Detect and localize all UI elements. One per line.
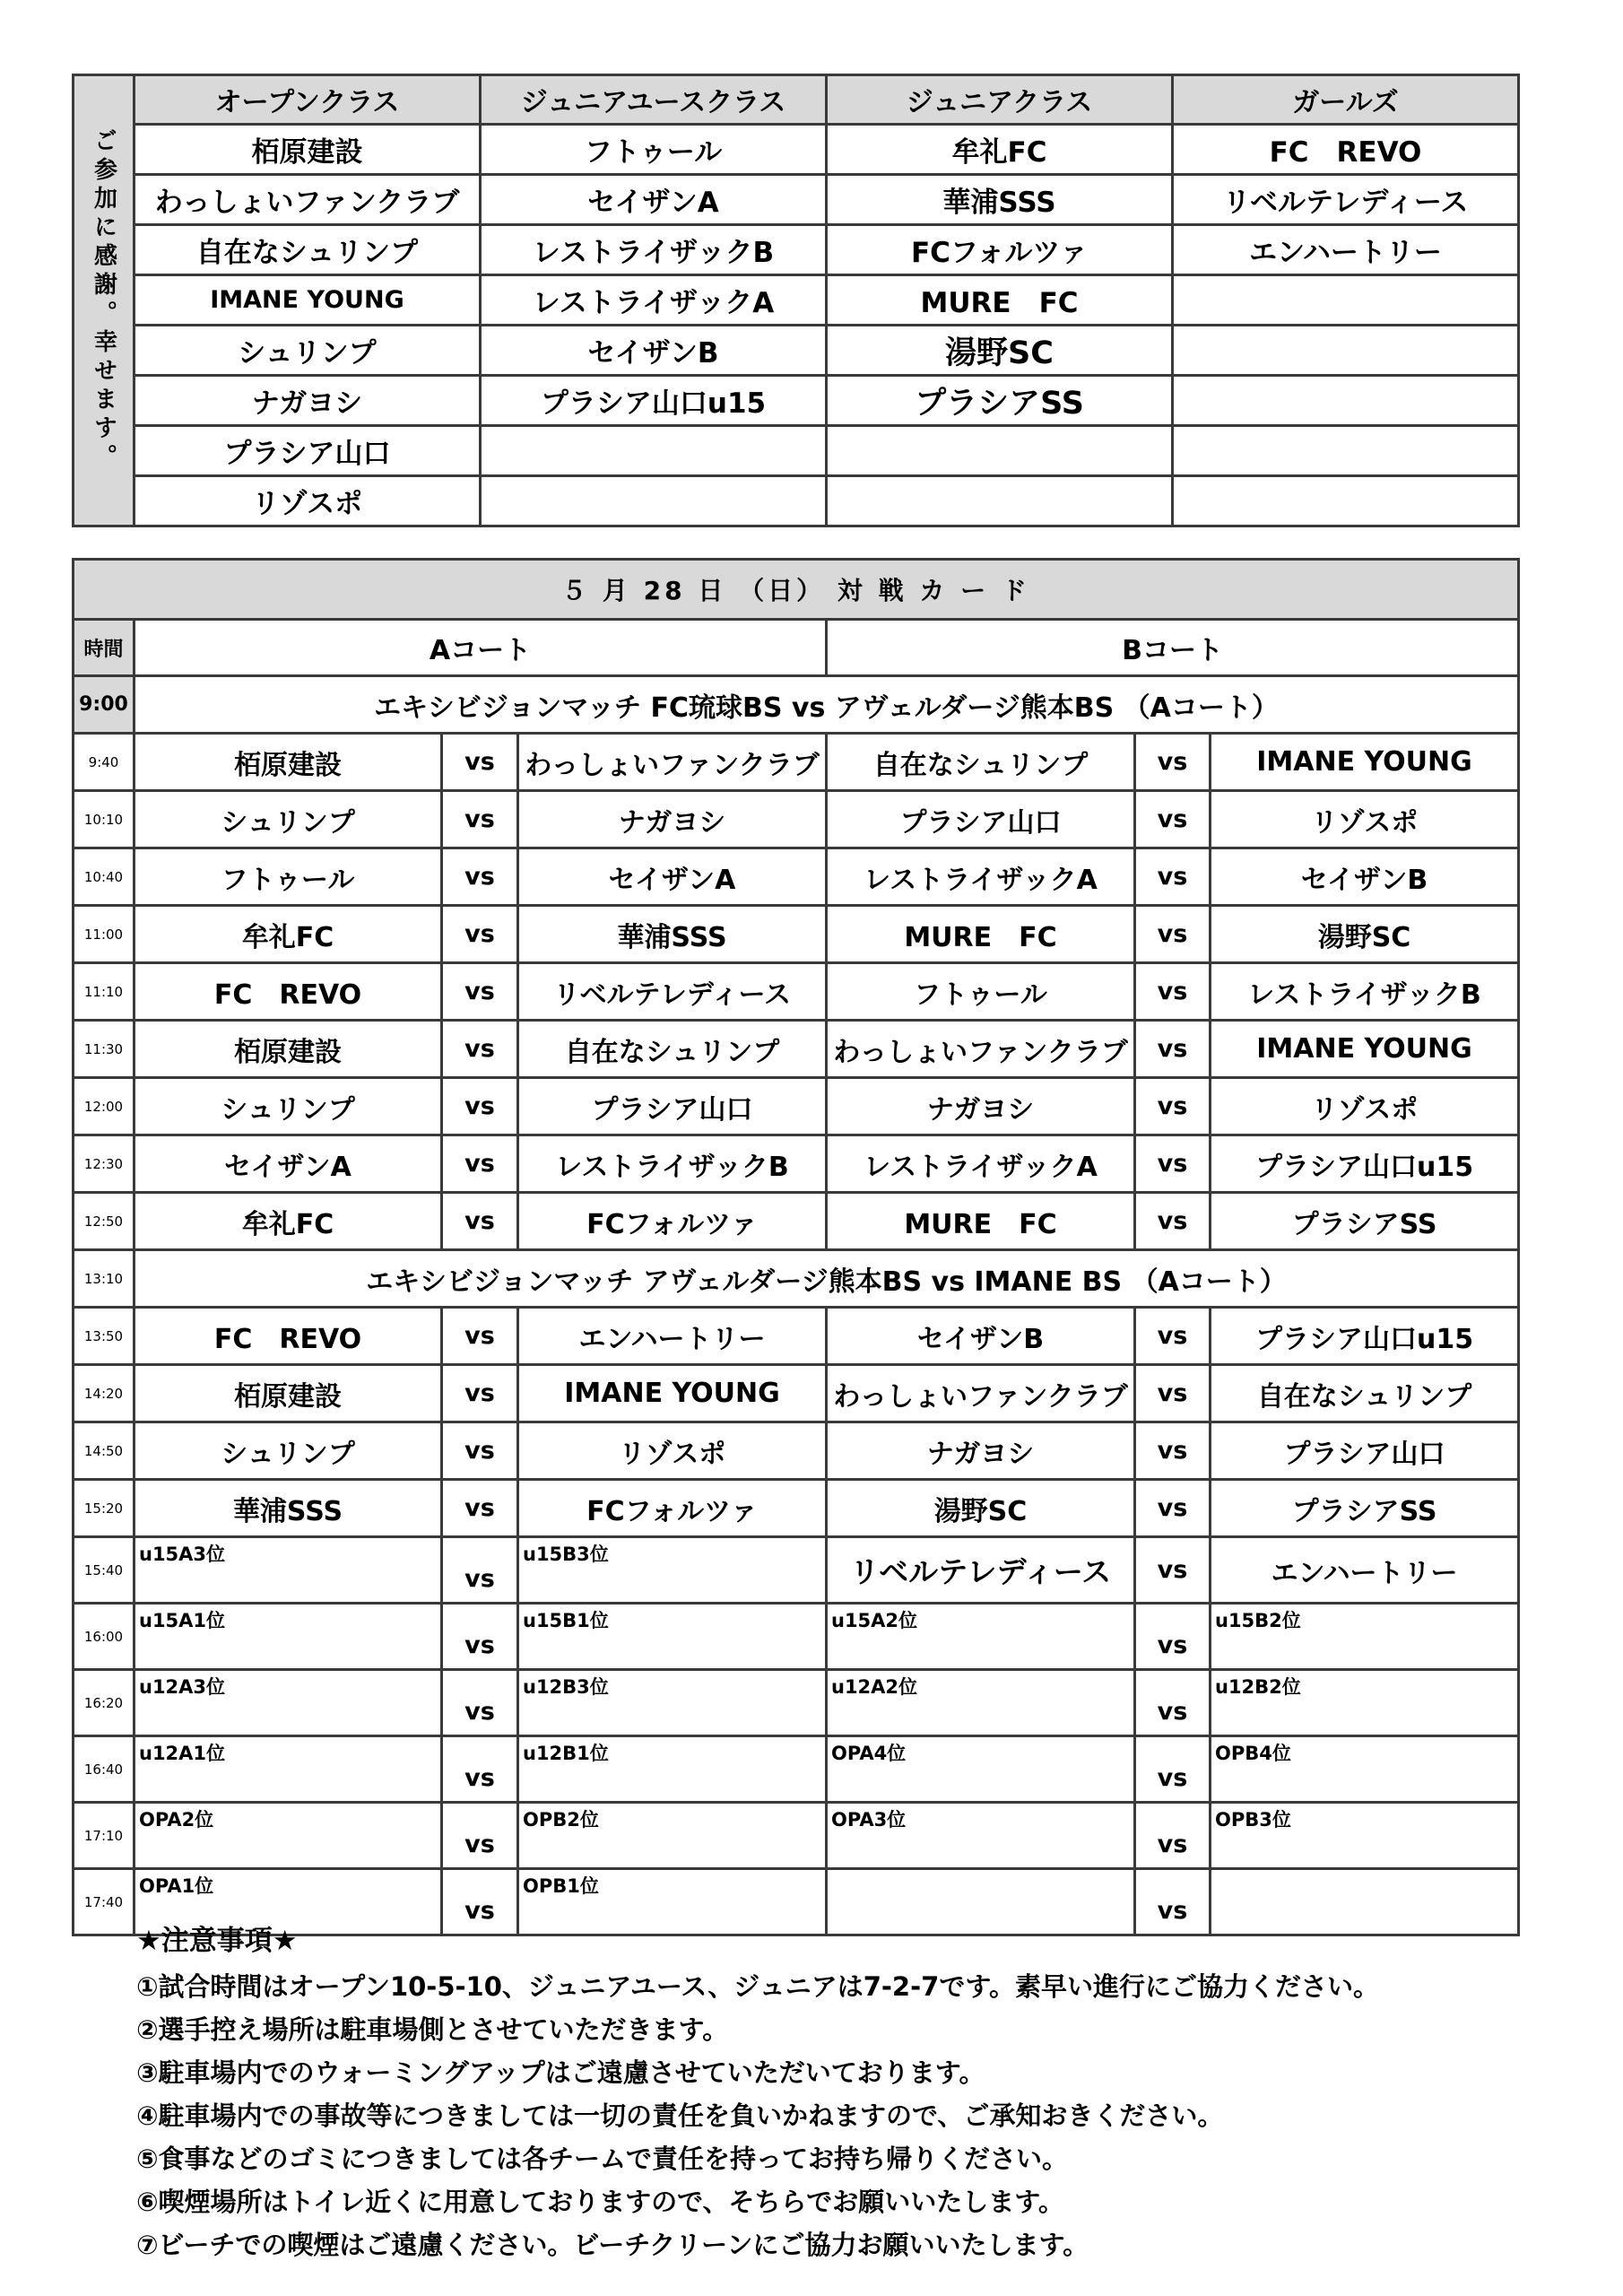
- court-a-team-1: u15A1位: [135, 1604, 442, 1670]
- vs-label: vs: [1135, 1803, 1211, 1869]
- time-header: 時間: [74, 620, 135, 676]
- vs-label: vs: [442, 734, 518, 791]
- vs-label: vs: [442, 1308, 518, 1365]
- notes-section: [136, 1918, 1553, 2266]
- team-row: [74, 326, 1519, 376]
- match-time: 12:50: [74, 1193, 135, 1250]
- header-junior-youth-class: ジュニアユースクラス: [481, 75, 827, 125]
- schedule-table: [72, 558, 1520, 1936]
- note-item: ⑤食事などのゴミにつきましては各チームで責任を持ってお持ち帰りください。: [136, 2144, 1068, 2174]
- team-row: [74, 175, 1519, 225]
- match-time: 10:10: [74, 791, 135, 848]
- court-a-team-1: u12A3位: [135, 1670, 442, 1736]
- notes-title: ★注意事項★: [136, 1925, 298, 1957]
- vs-label: vs: [442, 1078, 518, 1135]
- court-a-team-1: シュリンプ: [135, 1078, 442, 1135]
- court-b-team-2: プラシア山口u15: [1211, 1135, 1519, 1193]
- header-girls: ガールズ: [1173, 75, 1519, 125]
- vs-label: vs: [442, 1604, 518, 1670]
- notes-list: [136, 1965, 1553, 2266]
- team-cell: 栢原建設: [135, 125, 481, 175]
- court-a-team-2: IMANE YOUNG: [518, 1365, 827, 1422]
- placement-matches: [74, 1604, 1519, 1935]
- matches-group-1: [74, 734, 1519, 1250]
- match-row: [74, 1078, 1519, 1135]
- match-time: 17:40: [74, 1869, 135, 1935]
- court-a-team-2: セイザンA: [518, 848, 827, 906]
- match-row: [74, 1135, 1519, 1193]
- match-row: [74, 848, 1519, 906]
- court-a-team-1: FC REVO: [135, 963, 442, 1021]
- team-cell: リベルテレディース: [1173, 175, 1519, 225]
- court-b-team-2: IMANE YOUNG: [1211, 1021, 1519, 1078]
- vs-label: vs: [1135, 1869, 1211, 1935]
- placement-row: [74, 1604, 1519, 1670]
- schedule-title-row: [74, 560, 1519, 620]
- court-a-team-2: プラシア山口: [518, 1078, 827, 1135]
- court-b-team-2: 自在なシュリンプ: [1211, 1365, 1519, 1422]
- court-a-team-2: u15B3位: [518, 1537, 827, 1604]
- team-cell: プラシア山口u15: [481, 376, 827, 426]
- note-item: ③駐車場内でのウォーミングアップはご遠慮させていただいております。: [136, 2057, 985, 2088]
- court-a-team-2: OPB2位: [518, 1803, 827, 1869]
- match-time: 14:50: [74, 1422, 135, 1480]
- court-a-team-1: 華浦SSS: [135, 1480, 442, 1537]
- team-cell: FCフォルツァ: [827, 225, 1173, 275]
- team-cell: セイザンA: [481, 175, 827, 225]
- team-cell: MURE FC: [827, 275, 1173, 326]
- teams-table: [72, 74, 1520, 527]
- court-b-team-1: レストライザックA: [827, 848, 1135, 906]
- team-cell: わっしょいファンクラブ: [135, 175, 481, 225]
- team-cell: セイザンB: [481, 326, 827, 376]
- court-b-team-1: レストライザックA: [827, 1135, 1135, 1193]
- match-row: [74, 1480, 1519, 1537]
- match-time: 16:00: [74, 1604, 135, 1670]
- court-b-team-1: u15A2位: [827, 1604, 1135, 1670]
- court-b-team-1: u12A2位: [827, 1670, 1135, 1736]
- court-a-team-1: 牟礼FC: [135, 906, 442, 963]
- court-a-team-2: リゾスポ: [518, 1422, 827, 1480]
- court-a-team-1: OPA1位: [135, 1869, 442, 1935]
- vs-label: vs: [1135, 1604, 1211, 1670]
- match-row: [74, 1422, 1519, 1480]
- match-time: 10:40: [74, 848, 135, 906]
- placement-row: [74, 1670, 1519, 1736]
- court-header-row: [74, 620, 1519, 676]
- placement-row: [74, 1736, 1519, 1803]
- team-cell: プラシアSS: [827, 376, 1173, 426]
- team-row: [74, 125, 1519, 175]
- header-open-class: オープンクラス: [135, 75, 481, 125]
- team-cell: 華浦SSS: [827, 175, 1173, 225]
- exhibition-row: [74, 1250, 1519, 1308]
- vs-label: vs: [442, 1869, 518, 1935]
- court-a-team-1: シュリンプ: [135, 791, 442, 848]
- vs-label: vs: [1135, 1480, 1211, 1537]
- court-b-team-1: MURE FC: [827, 1193, 1135, 1250]
- teams-header-row: [74, 75, 1519, 125]
- matches-group-2: [74, 1308, 1519, 1537]
- team-cell: エンハートリー: [1173, 225, 1519, 275]
- court-a-team-2: u12B3位: [518, 1670, 827, 1736]
- vs-label: vs: [1135, 906, 1211, 963]
- match-time: 12:00: [74, 1078, 135, 1135]
- team-cell: [1173, 275, 1519, 326]
- vs-label: vs: [1135, 848, 1211, 906]
- court-a-team-1: フトゥール: [135, 848, 442, 906]
- team-cell: IMANE YOUNG: [135, 275, 481, 326]
- court-a-team-2: u12B1位: [518, 1736, 827, 1803]
- vs-label: vs: [1135, 1736, 1211, 1803]
- vs-label: vs: [442, 1021, 518, 1078]
- vs-label: vs: [1135, 1365, 1211, 1422]
- match-time: 9:40: [74, 734, 135, 791]
- court-a-header: Aコート: [135, 620, 827, 676]
- match-row: [74, 791, 1519, 848]
- match-time: 12:30: [74, 1135, 135, 1193]
- exhibition-row: [74, 676, 1519, 734]
- exhibition-text: エキシビジョンマッチ FC琉球BS vs アヴェルダージ熊本BS （Aコート）: [135, 676, 1519, 734]
- vs-label: vs: [1135, 1537, 1211, 1604]
- court-b-team-2: OPB3位: [1211, 1803, 1519, 1869]
- court-b-team-1: フトゥール: [827, 963, 1135, 1021]
- vs-label: vs: [442, 963, 518, 1021]
- team-cell: 牟礼FC: [827, 125, 1173, 175]
- exhibition-time: 9:00: [74, 676, 135, 734]
- court-b-team-2: プラシアSS: [1211, 1193, 1519, 1250]
- court-b-team-1: わっしょいファンクラブ: [827, 1021, 1135, 1078]
- team-cell: [827, 426, 1173, 476]
- exhibition-text: エキシビジョンマッチ アヴェルダージ熊本BS vs IMANE BS （Aコート）: [135, 1250, 1519, 1308]
- court-a-team-1: FC REVO: [135, 1308, 442, 1365]
- vs-label: vs: [442, 906, 518, 963]
- vs-label: vs: [442, 1803, 518, 1869]
- vs-label: vs: [1135, 1670, 1211, 1736]
- vs-label: vs: [1135, 1135, 1211, 1193]
- court-a-team-2: 自在なシュリンプ: [518, 1021, 827, 1078]
- team-cell: 自在なシュリンプ: [135, 225, 481, 275]
- court-a-team-1: OPA2位: [135, 1803, 442, 1869]
- vs-label: vs: [1135, 1193, 1211, 1250]
- court-a-team-2: エンハートリー: [518, 1308, 827, 1365]
- court-a-team-1: 栢原建設: [135, 734, 442, 791]
- match-time: 16:20: [74, 1670, 135, 1736]
- team-cell: フトゥール: [481, 125, 827, 175]
- match-row: [74, 1537, 1519, 1604]
- schedule-title: ５ 月 28 日 （日） 対 戦 カ ー ド: [74, 560, 1519, 620]
- team-cell: [481, 476, 827, 526]
- vs-label: vs: [1135, 1021, 1211, 1078]
- court-b-team-1: OPA3位: [827, 1803, 1135, 1869]
- court-b-team-2: OPB4位: [1211, 1736, 1519, 1803]
- match-time: 16:40: [74, 1736, 135, 1803]
- team-cell: [1173, 476, 1519, 526]
- court-b-team-2: エンハートリー: [1211, 1537, 1519, 1604]
- team-cell: [1173, 326, 1519, 376]
- team-cell: FC REVO: [1173, 125, 1519, 175]
- court-b-team-2: プラシア山口: [1211, 1422, 1519, 1480]
- header-junior-class: ジュニアクラス: [827, 75, 1173, 125]
- team-row: [74, 376, 1519, 426]
- court-b-team-2: セイザンB: [1211, 848, 1519, 906]
- note-item: ④駐車場内での事故等につきましては一切の責任を負いかねますので、ご承知おきください。: [136, 2100, 1224, 2131]
- team-cell: 湯野SC: [827, 326, 1173, 376]
- match-row: [74, 1308, 1519, 1365]
- team-row: [74, 225, 1519, 275]
- match-time: 14:20: [74, 1365, 135, 1422]
- court-b-team-2: u15B2位: [1211, 1604, 1519, 1670]
- court-a-team-2: レストライザックB: [518, 1135, 827, 1193]
- team-cell: [1173, 376, 1519, 426]
- court-b-team-2: u12B2位: [1211, 1670, 1519, 1736]
- note-item: ①試合時間はオープン10-5-10、ジュニアユース、ジュニアは7-2-7です。素早い進行にご協力ください。: [136, 1971, 1380, 2002]
- court-b-team-2: リゾスポ: [1211, 791, 1519, 848]
- vs-label: vs: [442, 1670, 518, 1736]
- team-cell: リゾスポ: [135, 476, 481, 526]
- team-cell: プラシア山口: [135, 426, 481, 476]
- court-b-team-1: セイザンB: [827, 1308, 1135, 1365]
- match-time: 15:20: [74, 1480, 135, 1537]
- court-b-team-2: プラシアSS: [1211, 1480, 1519, 1537]
- court-b-team-2: レストライザックB: [1211, 963, 1519, 1021]
- match-time: 11:10: [74, 963, 135, 1021]
- vs-label: vs: [1135, 1422, 1211, 1480]
- court-a-team-2: FCフォルツァ: [518, 1193, 827, 1250]
- team-row: [74, 275, 1519, 326]
- vs-label: vs: [442, 1537, 518, 1604]
- court-b-team-1: 湯野SC: [827, 1480, 1135, 1537]
- team-row: [74, 476, 1519, 526]
- court-b-team-1: ナガヨシ: [827, 1078, 1135, 1135]
- match-time: 13:50: [74, 1308, 135, 1365]
- team-cell: [827, 476, 1173, 526]
- exhibition-time: 13:10: [74, 1250, 135, 1308]
- court-a-team-2: FCフォルツァ: [518, 1480, 827, 1537]
- court-b-team-1: ナガヨシ: [827, 1422, 1135, 1480]
- vs-label: vs: [442, 1736, 518, 1803]
- court-a-team-1: セイザンA: [135, 1135, 442, 1193]
- placement-row: [74, 1803, 1519, 1869]
- team-cell: シュリンプ: [135, 326, 481, 376]
- team-cell: [1173, 426, 1519, 476]
- court-a-team-2: わっしょいファンクラブ: [518, 734, 827, 791]
- court-b-team-2: プラシア山口u15: [1211, 1308, 1519, 1365]
- vs-label: vs: [1135, 1078, 1211, 1135]
- court-b-team-2: リゾスポ: [1211, 1078, 1519, 1135]
- court-a-team-1: 牟礼FC: [135, 1193, 442, 1250]
- vs-label: vs: [442, 791, 518, 848]
- court-b-team-1: リベルテレディース: [827, 1537, 1135, 1604]
- vs-label: vs: [442, 1135, 518, 1193]
- match-row: [74, 1193, 1519, 1250]
- court-b-header: Bコート: [827, 620, 1519, 676]
- court-a-team-1: 栢原建設: [135, 1365, 442, 1422]
- court-a-team-2: リベルテレディース: [518, 963, 827, 1021]
- court-a-team-2: 華浦SSS: [518, 906, 827, 963]
- court-b-team-1: プラシア山口: [827, 791, 1135, 848]
- court-a-team-2: ナガヨシ: [518, 791, 827, 848]
- match-time: 11:30: [74, 1021, 135, 1078]
- note-item: ②選手控え場所は駐車場側とさせていただきます。: [136, 2014, 729, 2045]
- match-row: [74, 734, 1519, 791]
- team-row: [74, 426, 1519, 476]
- court-a-team-2: OPB1位: [518, 1869, 827, 1935]
- vs-label: vs: [442, 1193, 518, 1250]
- vs-label: vs: [442, 1365, 518, 1422]
- teams-side-cell: [74, 75, 135, 526]
- match-row: [74, 963, 1519, 1021]
- teams-side-text: ご参加に感謝。幸せます。: [90, 128, 117, 473]
- team-cell: レストライザックA: [481, 275, 827, 326]
- match-time: 17:10: [74, 1803, 135, 1869]
- vs-label: vs: [1135, 963, 1211, 1021]
- match-time: 11:00: [74, 906, 135, 963]
- court-a-team-1: 栢原建設: [135, 1021, 442, 1078]
- match-time: 15:40: [74, 1537, 135, 1604]
- vs-label: vs: [442, 1422, 518, 1480]
- vs-label: vs: [1135, 734, 1211, 791]
- team-cell: ナガヨシ: [135, 376, 481, 426]
- note-item: ⑦ビーチでの喫煙はご遠慮ください。ビーチクリーンにご協力お願いいたします。: [136, 2230, 1089, 2260]
- match-row: [74, 906, 1519, 963]
- court-b-team-1: わっしょいファンクラブ: [827, 1365, 1135, 1422]
- court-a-team-1: u12A1位: [135, 1736, 442, 1803]
- court-b-team-1: 自在なシュリンプ: [827, 734, 1135, 791]
- vs-label: vs: [442, 1480, 518, 1537]
- court-b-team-1: OPA4位: [827, 1736, 1135, 1803]
- vs-label: vs: [442, 848, 518, 906]
- team-cell: [481, 426, 827, 476]
- vs-label: vs: [1135, 1308, 1211, 1365]
- match-row: [74, 1365, 1519, 1422]
- court-a-team-1: シュリンプ: [135, 1422, 442, 1480]
- court-b-team-2: IMANE YOUNG: [1211, 734, 1519, 791]
- vs-label: vs: [1135, 791, 1211, 848]
- note-item: ⑥喫煙場所はトイレ近くに用意しておりますので、そちらでお願いいたします。: [136, 2187, 1064, 2217]
- team-cell: レストライザックB: [481, 225, 827, 275]
- court-b-team-1: MURE FC: [827, 906, 1135, 963]
- court-a-team-2: u15B1位: [518, 1604, 827, 1670]
- match-row: [74, 1021, 1519, 1078]
- court-a-team-1: u15A3位: [135, 1537, 442, 1604]
- court-b-team-2: 湯野SC: [1211, 906, 1519, 963]
